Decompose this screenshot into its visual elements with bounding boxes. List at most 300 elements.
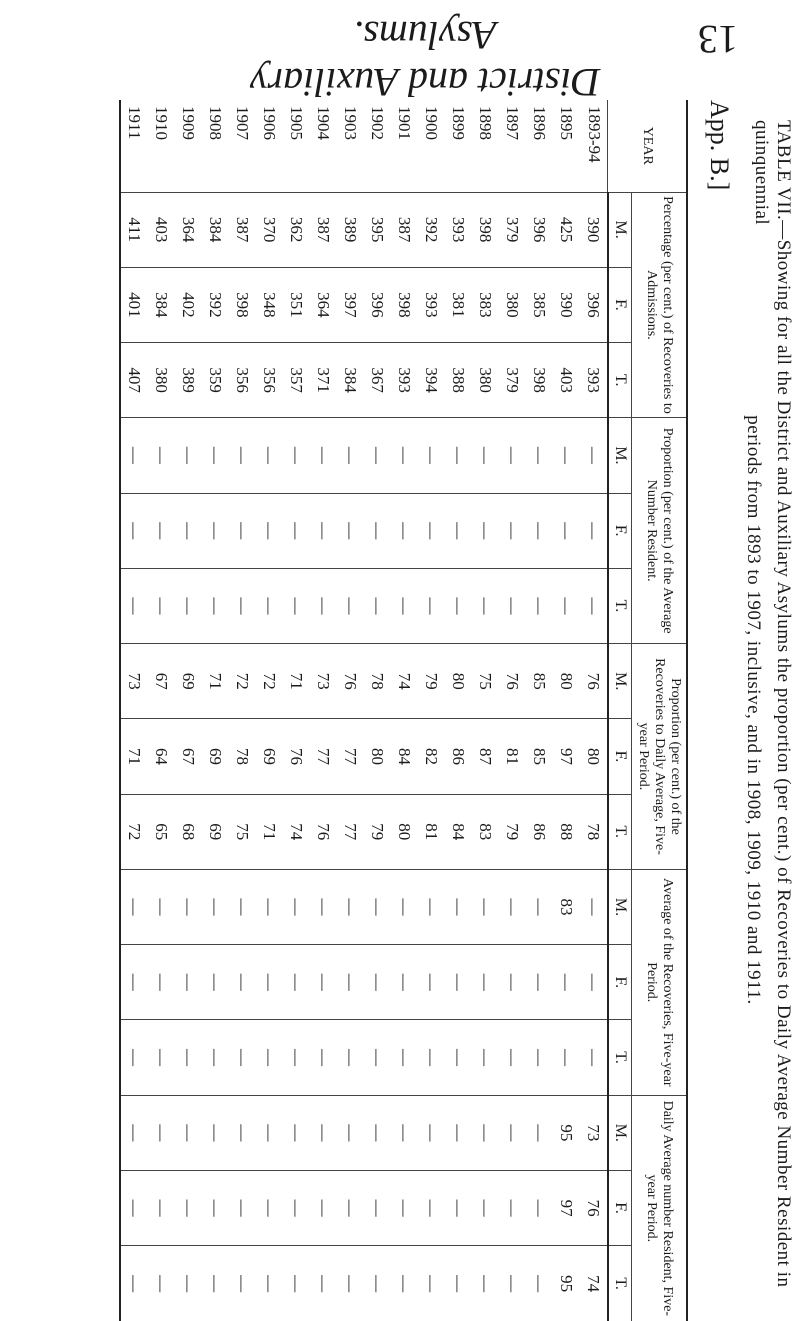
value-cell: 379 xyxy=(499,343,526,418)
value-cell: 87 xyxy=(472,719,499,794)
value-cell: 69 xyxy=(202,719,229,794)
year-cell: 1901 xyxy=(391,100,418,192)
year-cell: 1910 xyxy=(148,100,175,192)
value-cell: 77 xyxy=(337,719,364,794)
value-cell: 394 xyxy=(418,343,445,418)
value-cell: 73 xyxy=(120,644,148,719)
value-cell: — xyxy=(283,869,310,944)
value-cell: — xyxy=(499,568,526,643)
value-cell: 65 xyxy=(148,794,175,869)
value-cell: — xyxy=(499,1095,526,1170)
value-cell: — xyxy=(364,1095,391,1170)
value-cell: 82 xyxy=(418,719,445,794)
value-cell: 80 xyxy=(553,644,580,719)
value-cell: — xyxy=(472,945,499,1020)
value-cell: — xyxy=(310,869,337,944)
year-header: YEAR xyxy=(608,100,687,192)
year-cell: 1899 xyxy=(445,100,472,192)
value-cell: 401 xyxy=(120,267,148,342)
value-cell: — xyxy=(418,418,445,493)
value-cell: — xyxy=(449,1275,469,1293)
value-cell: 71 xyxy=(120,719,148,794)
value-cell: — xyxy=(202,1095,229,1170)
value-cell: 398 xyxy=(229,267,256,342)
value-cell: 81 xyxy=(499,719,526,794)
value-cell: — xyxy=(391,493,418,568)
value-cell: 83 xyxy=(553,869,580,944)
value-cell: — xyxy=(526,568,553,643)
value-cell: — xyxy=(418,568,445,643)
value-cell: — xyxy=(553,568,580,643)
value-cell: 380 xyxy=(499,267,526,342)
table-row xyxy=(120,100,148,1321)
value-cell: 384 xyxy=(337,343,364,418)
value-cell: 73 xyxy=(580,1095,608,1170)
sub-header: T. xyxy=(608,794,632,869)
value-cell: 398 xyxy=(526,343,553,418)
value-cell: — xyxy=(229,568,256,643)
value-cell: — xyxy=(314,1275,334,1293)
year-cell: 1905 xyxy=(283,100,310,192)
value-cell: — xyxy=(418,493,445,568)
value-cell: — xyxy=(283,1020,310,1095)
value-cell: — xyxy=(526,869,553,944)
value-cell: — xyxy=(310,493,337,568)
value-cell: — xyxy=(337,568,364,643)
value-cell: — xyxy=(256,493,283,568)
value-cell: — xyxy=(202,1020,229,1095)
value-cell: — xyxy=(310,418,337,493)
value-cell: — xyxy=(148,1020,175,1095)
table-row xyxy=(364,100,391,1321)
value-cell: — xyxy=(229,493,256,568)
value-cell: — xyxy=(175,869,202,944)
sub-header: M. xyxy=(608,418,632,493)
sub-header: T. xyxy=(608,343,632,418)
value-cell: — xyxy=(553,945,580,1020)
value-cell: — xyxy=(120,1095,148,1170)
value-cell: — xyxy=(499,945,526,1020)
value-cell: 76 xyxy=(310,794,337,869)
value-cell: — xyxy=(283,1095,310,1170)
value-cell: — xyxy=(152,1275,172,1293)
table-row xyxy=(202,100,229,1321)
table-row xyxy=(283,100,310,1321)
table-row xyxy=(499,100,526,1321)
group-header: Proportion (per cent.) of the Average Number Resident. xyxy=(632,418,688,644)
value-cell: 359 xyxy=(202,343,229,418)
table-row xyxy=(229,100,256,1321)
value-cell: — xyxy=(283,568,310,643)
value-cell: — xyxy=(391,418,418,493)
value-cell: — xyxy=(364,869,391,944)
value-cell: — xyxy=(229,1170,256,1245)
value-cell: 402 xyxy=(175,267,202,342)
value-cell: — xyxy=(341,1275,361,1293)
value-cell: 73 xyxy=(310,644,337,719)
value-cell: 95 xyxy=(557,1275,577,1293)
table-row xyxy=(445,100,472,1321)
value-cell: — xyxy=(260,1275,280,1293)
table-row xyxy=(148,100,175,1321)
value-cell: 387 xyxy=(310,192,337,267)
value-cell: — xyxy=(580,568,608,643)
value-cell: — xyxy=(229,1095,256,1170)
value-cell: 97 xyxy=(553,1170,580,1245)
year-cell: 1903 xyxy=(337,100,364,192)
value-cell: — xyxy=(206,1275,226,1293)
sub-header: M. xyxy=(608,192,632,267)
value-cell: — xyxy=(256,1020,283,1095)
value-cell: — xyxy=(148,869,175,944)
value-cell: — xyxy=(553,493,580,568)
year-cell: 1909 xyxy=(175,100,202,192)
value-cell: — xyxy=(472,493,499,568)
year-cell: 1908 xyxy=(202,100,229,192)
value-cell: 76 xyxy=(499,644,526,719)
value-cell: 393 xyxy=(391,343,418,418)
caption-line-2: periods from 1893 to 1907, inclusive, and in 1908, 1909, 1910 and 1911. xyxy=(743,415,764,1005)
value-cell: 84 xyxy=(391,719,418,794)
value-cell: 407 xyxy=(120,343,148,418)
value-cell: — xyxy=(337,1170,364,1245)
value-cell: 398 xyxy=(391,267,418,342)
table-body xyxy=(120,100,608,1321)
value-cell: — xyxy=(364,418,391,493)
value-cell: 403 xyxy=(148,192,175,267)
year-cell: 1896 xyxy=(526,100,553,192)
value-cell: — xyxy=(175,1170,202,1245)
value-cell: 392 xyxy=(202,267,229,342)
value-cell: — xyxy=(310,1020,337,1095)
value-cell: 72 xyxy=(229,644,256,719)
value-cell: — xyxy=(229,869,256,944)
value-cell: 396 xyxy=(526,192,553,267)
value-cell: 79 xyxy=(499,794,526,869)
value-cell: 71 xyxy=(256,794,283,869)
value-cell: 84 xyxy=(445,794,472,869)
value-cell: 396 xyxy=(364,267,391,342)
group-header: Proportion (per cent.) of the Recoveries to Daily Average, Five-year Period. xyxy=(632,644,688,870)
group-header: Average of the Recoveries, Five-year Period. xyxy=(632,869,688,1095)
value-cell: — xyxy=(148,1170,175,1245)
table-row xyxy=(553,100,580,1321)
value-cell: 95 xyxy=(553,1095,580,1170)
value-cell: 348 xyxy=(256,267,283,342)
value-cell: — xyxy=(580,493,608,568)
value-cell: — xyxy=(553,418,580,493)
value-cell: 356 xyxy=(229,343,256,418)
value-cell: — xyxy=(148,568,175,643)
appendix-label: App. B.] xyxy=(705,100,734,191)
value-cell: 380 xyxy=(472,343,499,418)
sub-header-row xyxy=(608,100,632,1321)
value-cell: 76 xyxy=(337,644,364,719)
year-cell: 1897 xyxy=(499,100,526,192)
year-cell: 1902 xyxy=(364,100,391,192)
value-cell: 72 xyxy=(256,644,283,719)
value-cell: 86 xyxy=(445,719,472,794)
value-cell: — xyxy=(391,568,418,643)
value-cell: 388 xyxy=(445,343,472,418)
value-cell: 64 xyxy=(148,719,175,794)
value-cell: 78 xyxy=(580,794,608,869)
value-cell: 80 xyxy=(364,719,391,794)
table-row xyxy=(472,100,499,1321)
value-cell: — xyxy=(553,1020,580,1095)
value-cell: — xyxy=(418,869,445,944)
value-cell: 78 xyxy=(229,719,256,794)
value-cell: — xyxy=(179,1275,199,1293)
value-cell: — xyxy=(418,1020,445,1095)
value-cell: — xyxy=(472,1170,499,1245)
value-cell: — xyxy=(445,418,472,493)
year-cell: 1904 xyxy=(310,100,337,192)
sub-header: T. xyxy=(608,568,632,643)
value-cell: — xyxy=(530,1275,550,1293)
value-cell: — xyxy=(120,1020,148,1095)
value-cell: 411 xyxy=(120,192,148,267)
value-cell: 403 xyxy=(553,343,580,418)
value-cell: — xyxy=(120,1170,148,1245)
year-cell: 1911 xyxy=(120,100,148,192)
value-cell: 379 xyxy=(499,192,526,267)
value-cell: — xyxy=(229,1020,256,1095)
value-cell: — xyxy=(445,1095,472,1170)
value-cell: — xyxy=(418,1170,445,1245)
value-cell: — xyxy=(391,945,418,1020)
value-cell: — xyxy=(233,1275,253,1293)
value-cell: — xyxy=(499,493,526,568)
value-cell: — xyxy=(418,945,445,1020)
value-cell: 76 xyxy=(580,1170,608,1245)
value-cell: — xyxy=(175,1020,202,1095)
value-cell: — xyxy=(120,869,148,944)
value-cell: 425 xyxy=(553,192,580,267)
table-row xyxy=(310,100,337,1321)
value-cell: — xyxy=(445,568,472,643)
value-cell: — xyxy=(337,945,364,1020)
value-cell: — xyxy=(229,418,256,493)
value-cell: — xyxy=(120,945,148,1020)
value-cell: — xyxy=(310,945,337,1020)
value-cell: 356 xyxy=(256,343,283,418)
value-cell: 80 xyxy=(391,794,418,869)
value-cell: 384 xyxy=(148,267,175,342)
value-cell: — xyxy=(391,1170,418,1245)
value-cell: — xyxy=(526,493,553,568)
value-cell: — xyxy=(120,493,148,568)
table-row xyxy=(175,100,202,1321)
value-cell: 69 xyxy=(175,644,202,719)
value-cell: — xyxy=(202,418,229,493)
value-cell: 364 xyxy=(175,192,202,267)
value-cell: 75 xyxy=(229,794,256,869)
value-cell: 393 xyxy=(445,192,472,267)
value-cell: — xyxy=(337,493,364,568)
table-row xyxy=(337,100,364,1321)
value-cell: 387 xyxy=(229,192,256,267)
value-cell: — xyxy=(256,869,283,944)
value-cell: — xyxy=(418,1095,445,1170)
value-cell: — xyxy=(337,418,364,493)
value-cell: 393 xyxy=(418,267,445,342)
value-cell: — xyxy=(202,493,229,568)
value-cell: — xyxy=(472,1095,499,1170)
value-cell: — xyxy=(283,493,310,568)
value-cell: — xyxy=(499,1020,526,1095)
value-cell: 67 xyxy=(175,719,202,794)
year-cell: 1907 xyxy=(229,100,256,192)
value-cell: 80 xyxy=(445,644,472,719)
value-cell: 370 xyxy=(256,192,283,267)
value-cell: 389 xyxy=(337,192,364,267)
value-cell: — xyxy=(526,418,553,493)
table-row xyxy=(391,100,418,1321)
value-cell: — xyxy=(472,1020,499,1095)
value-cell: 76 xyxy=(580,644,608,719)
group-header: Daily Average number Resident, Five-year Period. xyxy=(632,1095,688,1321)
value-cell: — xyxy=(580,1020,608,1095)
group-header: Percentage (per cent.) of Recoveries to Admissions. xyxy=(632,192,688,418)
value-cell: 88 xyxy=(553,794,580,869)
value-cell: — xyxy=(499,869,526,944)
value-cell: 97 xyxy=(553,719,580,794)
table-caption xyxy=(700,100,800,1321)
group-header-row xyxy=(632,100,688,1321)
value-cell: — xyxy=(476,1275,496,1293)
value-cell: — xyxy=(256,945,283,1020)
value-cell: — xyxy=(364,568,391,643)
value-cell: 76 xyxy=(283,719,310,794)
value-cell: 77 xyxy=(310,719,337,794)
value-cell: — xyxy=(229,945,256,1020)
value-cell: — xyxy=(472,568,499,643)
value-cell: 71 xyxy=(202,644,229,719)
value-cell: — xyxy=(148,493,175,568)
year-cell: 1906 xyxy=(256,100,283,192)
value-cell: — xyxy=(283,418,310,493)
value-cell: — xyxy=(364,493,391,568)
value-cell: 367 xyxy=(364,343,391,418)
value-cell: — xyxy=(256,1095,283,1170)
value-cell: 74 xyxy=(391,644,418,719)
value-cell: — xyxy=(148,1095,175,1170)
value-cell: — xyxy=(120,418,148,493)
value-cell: — xyxy=(175,493,202,568)
value-cell: — xyxy=(445,1020,472,1095)
recoveries-table xyxy=(119,100,688,1321)
value-cell: 74 xyxy=(584,1275,604,1293)
value-cell: — xyxy=(422,1275,442,1293)
value-cell: — xyxy=(310,1170,337,1245)
value-cell: 80 xyxy=(580,719,608,794)
value-cell: — xyxy=(256,1170,283,1245)
value-cell: 79 xyxy=(364,794,391,869)
value-cell: — xyxy=(283,945,310,1020)
page-number: 13 xyxy=(698,17,738,62)
value-cell: 397 xyxy=(337,267,364,342)
table-sheet xyxy=(125,100,800,1321)
value-cell: — xyxy=(368,1275,388,1293)
value-cell: 392 xyxy=(418,192,445,267)
value-cell: — xyxy=(472,869,499,944)
value-cell: — xyxy=(526,1095,553,1170)
value-cell: — xyxy=(526,945,553,1020)
sub-header: F. xyxy=(608,719,632,794)
value-cell: — xyxy=(148,945,175,1020)
running-title: District and Auxiliary Asylums. xyxy=(249,13,601,105)
value-cell: — xyxy=(364,1170,391,1245)
value-cell: — xyxy=(445,945,472,1020)
value-cell: 362 xyxy=(283,192,310,267)
value-cell: — xyxy=(175,945,202,1020)
table-row xyxy=(526,100,553,1321)
value-cell: — xyxy=(202,869,229,944)
sub-header: F. xyxy=(608,945,632,1020)
value-cell: — xyxy=(310,568,337,643)
sub-header: T. xyxy=(608,1246,632,1321)
value-cell: 72 xyxy=(120,794,148,869)
year-cell: 1895 xyxy=(553,100,580,192)
value-cell: — xyxy=(364,1020,391,1095)
value-cell: 387 xyxy=(391,192,418,267)
value-cell: 67 xyxy=(148,644,175,719)
sub-header: F. xyxy=(608,267,632,342)
value-cell: — xyxy=(526,1020,553,1095)
sub-header: M. xyxy=(608,1095,632,1170)
value-cell: — xyxy=(445,1170,472,1245)
value-cell: — xyxy=(499,1170,526,1245)
sub-header: F. xyxy=(608,1170,632,1245)
value-cell: — xyxy=(526,1170,553,1245)
value-cell: — xyxy=(283,1170,310,1245)
value-cell: — xyxy=(175,418,202,493)
value-cell: 396 xyxy=(580,267,608,342)
value-cell: — xyxy=(175,1095,202,1170)
value-cell: 85 xyxy=(526,644,553,719)
value-cell: 390 xyxy=(553,267,580,342)
value-cell: — xyxy=(391,1095,418,1170)
value-cell: 68 xyxy=(175,794,202,869)
value-cell: — xyxy=(310,1095,337,1170)
value-cell: 351 xyxy=(283,267,310,342)
value-cell: — xyxy=(445,493,472,568)
value-cell: 83 xyxy=(472,794,499,869)
value-cell: 85 xyxy=(526,719,553,794)
year-cell: 1893-94 xyxy=(580,100,608,192)
year-cell: 1898 xyxy=(472,100,499,192)
value-cell: 371 xyxy=(310,343,337,418)
value-cell: — xyxy=(499,418,526,493)
value-cell: — xyxy=(503,1275,523,1293)
value-cell: 381 xyxy=(445,267,472,342)
value-cell: 69 xyxy=(202,794,229,869)
value-cell: — xyxy=(391,869,418,944)
value-cell: 364 xyxy=(310,267,337,342)
value-cell: — xyxy=(125,1275,145,1293)
sub-header: M. xyxy=(608,644,632,719)
value-cell: — xyxy=(148,418,175,493)
value-cell: 383 xyxy=(472,267,499,342)
table-row xyxy=(418,100,445,1321)
value-cell: — xyxy=(445,869,472,944)
value-cell: 74 xyxy=(283,794,310,869)
value-cell: 75 xyxy=(472,644,499,719)
value-cell: — xyxy=(395,1275,415,1293)
value-cell: — xyxy=(580,869,608,944)
value-cell: 380 xyxy=(148,343,175,418)
